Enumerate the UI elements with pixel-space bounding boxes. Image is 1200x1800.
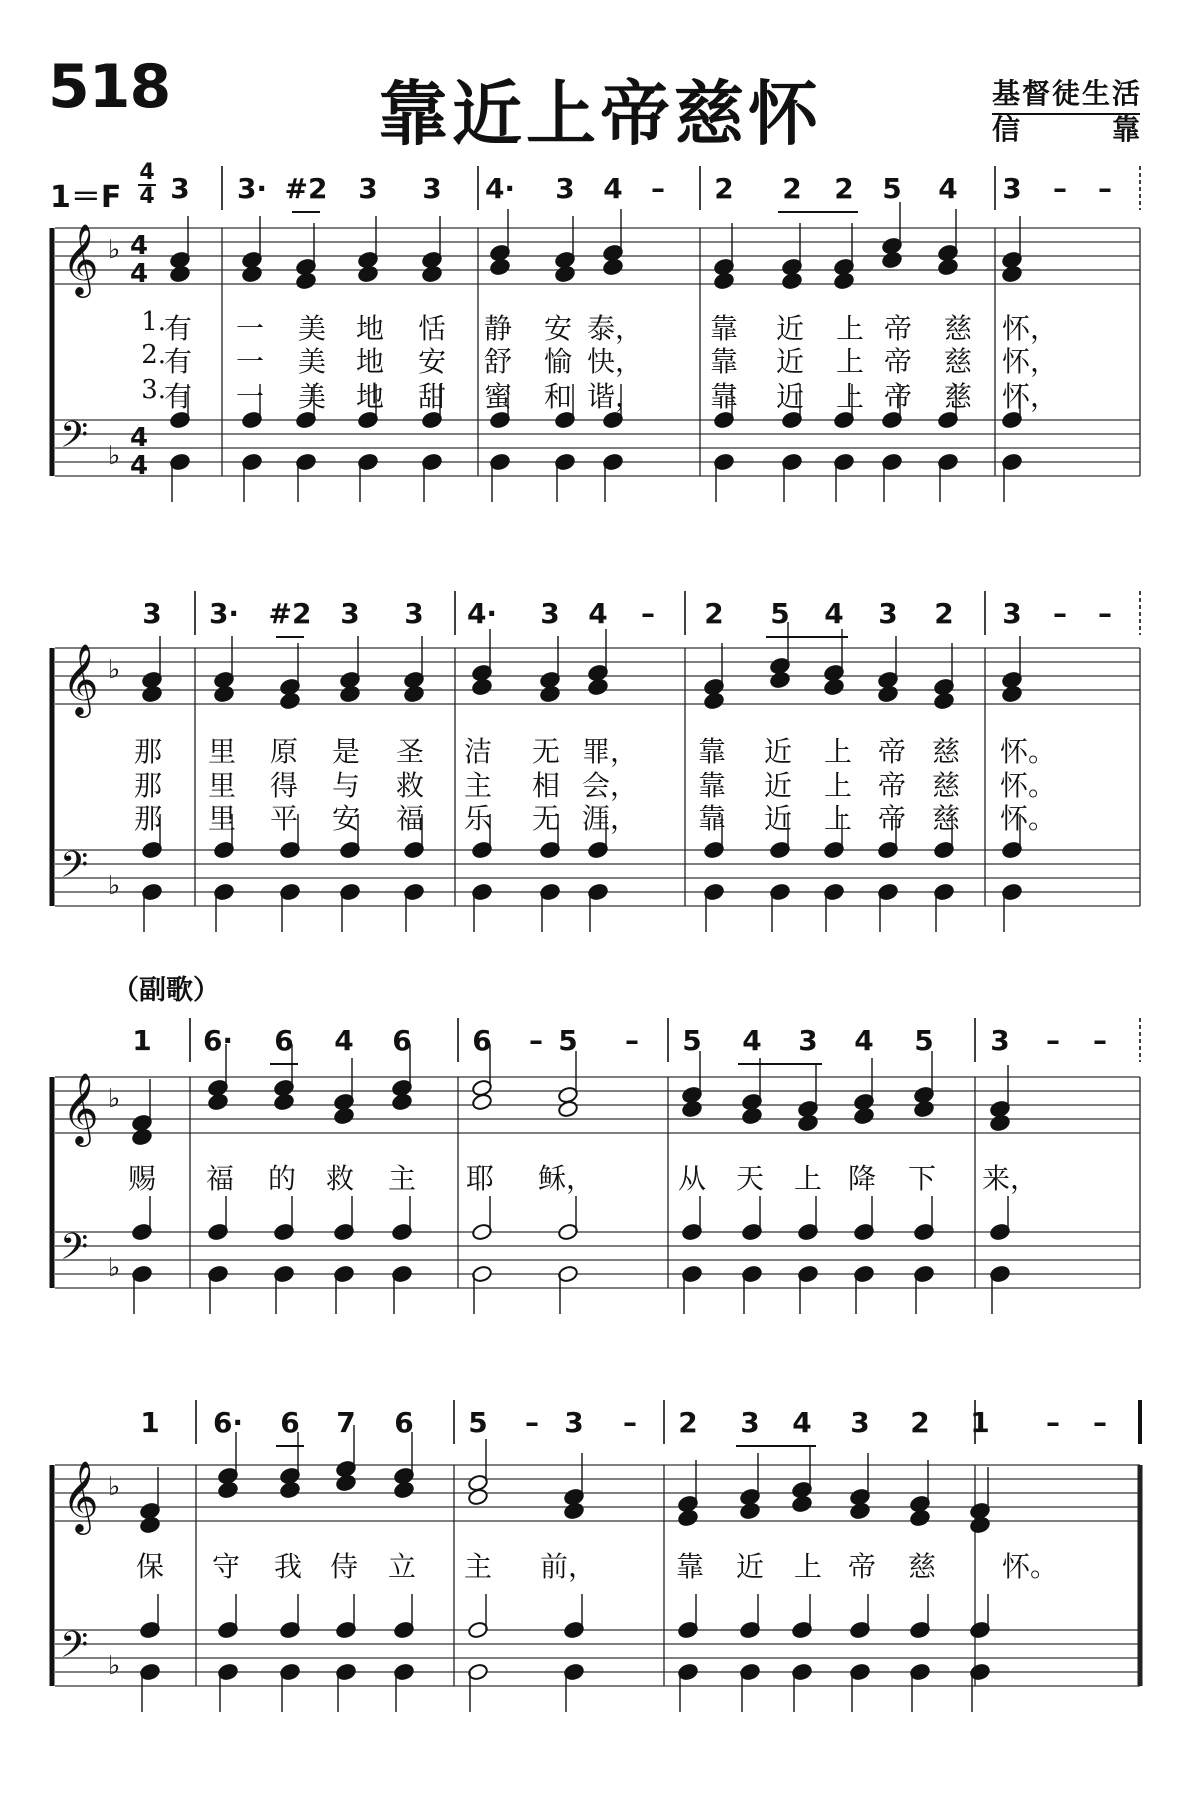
treble-notehead (557, 1100, 578, 1118)
jianpu-note: 6 (472, 1024, 492, 1057)
treble-notehead (539, 685, 560, 703)
treble-notehead (563, 1502, 584, 1520)
treble-notehead (391, 1093, 412, 1111)
treble-notehead (295, 272, 316, 290)
lyric-syllable: 慈 (907, 1550, 937, 1583)
lyric-syllable: 安 (331, 802, 361, 835)
lyric-syllable: 有 (163, 345, 193, 378)
treble-notehead (853, 1107, 874, 1125)
jianpu-note: 3 (1002, 597, 1022, 630)
lyric-syllable: 会， (581, 769, 639, 802)
staff-time-top: 4 (130, 423, 149, 453)
jianpu-note: #2 (284, 172, 328, 205)
lyric-syllable: 慈 (943, 345, 973, 378)
treble-notehead (741, 1107, 762, 1125)
key-signature: 1＝F (50, 180, 122, 215)
lyric-syllable: 下 (907, 1162, 937, 1195)
lyric-syllable: 上 (823, 735, 853, 768)
lyric-syllable: 慈 (931, 802, 961, 835)
jianpu-note: 5 (682, 1024, 702, 1057)
jianpu-note: 1 (970, 1406, 990, 1439)
treble-notehead (933, 692, 954, 710)
treble-notehead (849, 1502, 870, 1520)
jianpu-note: 3 (358, 172, 378, 205)
treble-clef-icon: 𝄞 (62, 222, 99, 295)
lyric-syllable: 靠 (709, 380, 739, 413)
lyric-syllable: 平 (269, 802, 299, 835)
treble-notehead (823, 678, 844, 696)
jianpu-note: 5 (468, 1406, 488, 1439)
treble-notehead (217, 1481, 238, 1499)
bass-clef-icon: 𝄢 (60, 844, 89, 895)
lyric-syllable: 降 (847, 1162, 877, 1195)
lyric-syllable: 慈 (931, 769, 961, 802)
lyric-syllable: 一 (235, 345, 265, 378)
treble-notehead (881, 251, 902, 269)
lyric-syllable: 近 (775, 312, 805, 345)
lyric-syllable: 从 (677, 1162, 707, 1195)
jianpu-note: – (1093, 1406, 1107, 1439)
hymn-title: 靠近上帝慈怀 (378, 73, 822, 155)
treble-notehead (141, 685, 162, 703)
lyric-syllable: 近 (775, 380, 805, 413)
jianpu-note: 2 (678, 1406, 698, 1439)
lyric-syllable: 与 (331, 769, 361, 802)
lyric-syllable: 帝 (877, 735, 907, 768)
refrain-label: （副歌） (112, 975, 220, 1006)
lyric-syllable: 地 (355, 312, 385, 345)
treble-notehead (713, 272, 734, 290)
category-label: 基督徒生活 (992, 72, 1140, 115)
treble-notehead (471, 1093, 492, 1111)
flat-key-icon: ♭ (108, 1253, 121, 1283)
flat-key-icon: ♭ (108, 871, 121, 901)
lyric-syllable: 得 (269, 769, 299, 802)
treble-notehead (339, 685, 360, 703)
lyric-syllable: 怀， (1001, 345, 1059, 378)
staff-time-top: 4 (130, 231, 149, 261)
jianpu-note: 7 (336, 1406, 356, 1439)
lyric-syllable: 罪， (581, 735, 639, 768)
lyric-syllable: 地 (355, 345, 385, 378)
lyric-syllable: 救 (325, 1162, 355, 1195)
lyric-syllable: 靠 (697, 769, 727, 802)
jianpu-note: – (651, 172, 665, 205)
lyric-syllable: 泰， (586, 312, 644, 345)
lyric-syllable: 上 (823, 769, 853, 802)
jianpu-note: 3 (422, 172, 442, 205)
jianpu-note: 4 (824, 597, 844, 630)
jianpu-note: 4 (854, 1024, 874, 1057)
jianpu-note: 6· (212, 1406, 244, 1439)
lyric-syllable: 福 (205, 1162, 235, 1195)
treble-notehead (833, 272, 854, 290)
lyric-syllable: 主 (463, 1550, 493, 1583)
flat-key-icon: ♭ (108, 441, 121, 471)
lyric-syllable: 天 (735, 1162, 765, 1195)
treble-notehead (279, 692, 300, 710)
jianpu-note: – (1053, 597, 1067, 630)
lyric-syllable: 相 (531, 769, 561, 802)
lyric-syllable: 我 (273, 1550, 303, 1583)
treble-notehead (333, 1107, 354, 1125)
treble-notehead (587, 678, 608, 696)
lyric-syllable: 上 (835, 345, 865, 378)
jianpu-note: – (1046, 1406, 1060, 1439)
flat-key-icon: ♭ (108, 235, 121, 265)
lyric-syllable: 怀， (1001, 380, 1059, 413)
jianpu-note: 4 (588, 597, 608, 630)
lyric-syllable: 舒 (483, 345, 513, 378)
lyric-syllable: 救 (395, 769, 425, 802)
lyric-syllable: 那 (133, 802, 163, 835)
lyric-syllable: 主 (463, 769, 493, 802)
lyric-syllable: 耶 (465, 1162, 495, 1195)
flat-key-icon: ♭ (108, 1084, 121, 1114)
treble-notehead (357, 265, 378, 283)
verse-number: 3. (141, 375, 166, 405)
lyric-syllable: 美 (297, 312, 327, 345)
jianpu-note: – (1053, 172, 1067, 205)
jianpu-note: 5 (882, 172, 902, 205)
jianpu-note: 4 (938, 172, 958, 205)
jianpu-note: 5 (558, 1024, 578, 1057)
lyric-syllable: 稣， (537, 1162, 595, 1195)
treble-notehead (791, 1495, 812, 1513)
treble-notehead (909, 1509, 930, 1527)
jianpu-note: – (1098, 597, 1112, 630)
lyric-syllable: 主 (387, 1162, 417, 1195)
jianpu-note: 5 (770, 597, 790, 630)
subcategory-label: 信 靠 (992, 113, 1140, 146)
jianpu-note: 3· (208, 597, 240, 630)
lyric-syllable: 是 (331, 735, 361, 768)
treble-notehead (213, 685, 234, 703)
jianpu-note: 3 (142, 597, 162, 630)
jianpu-note: – (1093, 1024, 1107, 1057)
lyric-syllable: 里 (207, 802, 237, 835)
treble-notehead (969, 1516, 990, 1534)
treble-notehead (554, 265, 575, 283)
treble-clef-icon: 𝄞 (62, 1459, 99, 1532)
lyric-syllable: 近 (775, 345, 805, 378)
treble-notehead (937, 258, 958, 276)
lyric-syllable: 近 (735, 1550, 765, 1583)
lyric-syllable: 甜 (417, 380, 447, 413)
lyric-syllable: 无 (531, 735, 561, 768)
jianpu-note: 4· (466, 597, 498, 630)
treble-notehead (207, 1093, 228, 1111)
lyric-syllable: 有 (163, 380, 193, 413)
lyric-syllable: 一 (235, 312, 265, 345)
lyric-syllable: 无 (531, 802, 561, 835)
treble-clef-icon: 𝄞 (62, 1071, 99, 1144)
jianpu-note: 4 (603, 172, 623, 205)
treble-notehead (403, 685, 424, 703)
lyric-syllable: 谐， (586, 380, 644, 413)
treble-notehead (421, 265, 442, 283)
jianpu-note: #2 (268, 597, 312, 630)
jianpu-note: – (529, 1024, 543, 1057)
jianpu-note: 3 (540, 597, 560, 630)
lyric-syllable: 福 (395, 802, 425, 835)
jianpu-note: 3 (740, 1406, 760, 1439)
lyric-syllable: 静 (483, 312, 513, 345)
jianpu-note: 6 (394, 1406, 414, 1439)
lyric-syllable: 来， (981, 1162, 1039, 1195)
lyric-syllable: 上 (835, 380, 865, 413)
treble-notehead (703, 692, 724, 710)
jianpu-note: 3· (236, 172, 268, 205)
lyric-syllable: 近 (763, 769, 793, 802)
lyric-syllable: 近 (763, 802, 793, 835)
lyric-syllable: 慈 (931, 735, 961, 768)
jianpu-note: – (525, 1406, 539, 1439)
lyric-syllable: 慈 (943, 380, 973, 413)
jianpu-note: – (1046, 1024, 1060, 1057)
lyric-syllable: 靠 (697, 735, 727, 768)
jianpu-note: 4 (792, 1406, 812, 1439)
jianpu-note: – (1098, 172, 1112, 205)
jianpu-note: 3 (340, 597, 360, 630)
jianpu-note: – (641, 597, 655, 630)
lyric-syllable: 怀， (1001, 312, 1059, 345)
jianpu-note: – (623, 1406, 637, 1439)
flat-key-icon: ♭ (108, 1472, 121, 1502)
jianpu-note: 1 (140, 1406, 160, 1439)
lyric-syllable: 帝 (883, 380, 913, 413)
lyric-syllable: 靠 (709, 312, 739, 345)
staff-time-bottom: 4 (130, 451, 149, 481)
jianpu-note: 1 (132, 1024, 152, 1057)
treble-notehead (335, 1474, 356, 1492)
treble-notehead (781, 272, 802, 290)
lyric-syllable: 上 (823, 802, 853, 835)
lyric-syllable: 涯， (581, 802, 639, 835)
time-top: 4 (139, 160, 155, 185)
bass-clef-icon: 𝄢 (60, 414, 89, 465)
lyric-syllable: 怀。 (1001, 1550, 1059, 1583)
jianpu-note: 3 (555, 172, 575, 205)
lyric-syllable: 上 (835, 312, 865, 345)
jianpu-note: 6 (280, 1406, 300, 1439)
jianpu-note: 2 (782, 172, 802, 205)
lyric-syllable: 怀。 (999, 735, 1057, 768)
jianpu-note: 6 (274, 1024, 294, 1057)
lyric-syllable: 赐 (127, 1162, 157, 1195)
treble-notehead (739, 1502, 760, 1520)
lyric-syllable: 恬 (417, 312, 447, 345)
lyric-syllable: 美 (297, 345, 327, 378)
lyric-syllable: 蜜 (483, 380, 513, 413)
bass-clef-icon: 𝄢 (60, 1226, 89, 1277)
lyric-syllable: 里 (207, 735, 237, 768)
lyric-syllable: 美 (297, 380, 327, 413)
jianpu-note: 2 (910, 1406, 930, 1439)
lyric-syllable: 怀。 (999, 802, 1057, 835)
lyric-syllable: 原 (269, 735, 299, 768)
lyric-syllable: 靠 (697, 802, 727, 835)
jianpu-note: 3 (564, 1406, 584, 1439)
lyric-syllable: 怀。 (999, 769, 1057, 802)
verse-number: 1. (141, 307, 166, 337)
jianpu-note: 2 (834, 172, 854, 205)
jianpu-note: 2 (714, 172, 734, 205)
treble-notehead (273, 1093, 294, 1111)
jianpu-note: 4 (742, 1024, 762, 1057)
lyric-syllable: 立 (387, 1550, 417, 1583)
lyric-syllable: 一 (235, 380, 265, 413)
treble-notehead (602, 258, 623, 276)
treble-notehead (279, 1481, 300, 1499)
lyric-syllable: 上 (793, 1162, 823, 1195)
treble-notehead (989, 1114, 1010, 1132)
treble-notehead (1001, 685, 1022, 703)
jianpu-note: 5 (914, 1024, 934, 1057)
treble-notehead (467, 1488, 488, 1506)
lyric-syllable: 里 (207, 769, 237, 802)
verse-number: 2. (141, 340, 166, 370)
time-bottom: 4 (139, 184, 155, 209)
lyric-syllable: 守 (211, 1550, 241, 1583)
lyric-syllable: 靠 (709, 345, 739, 378)
jianpu-note: 3 (798, 1024, 818, 1057)
lyric-syllable: 帝 (883, 312, 913, 345)
lyric-syllable: 有 (163, 312, 193, 345)
treble-notehead (913, 1100, 934, 1118)
lyric-syllable: 保 (135, 1550, 165, 1583)
jianpu-note: 6 (392, 1024, 412, 1057)
treble-notehead (393, 1481, 414, 1499)
treble-notehead (797, 1114, 818, 1132)
lyric-syllable: 和 (543, 380, 573, 413)
lyric-syllable: 乐 (463, 802, 493, 835)
jianpu-note: 3 (850, 1406, 870, 1439)
jianpu-note: 2 (934, 597, 954, 630)
treble-notehead (169, 265, 190, 283)
lyric-syllable: 地 (355, 380, 385, 413)
lyric-syllable: 那 (133, 735, 163, 768)
treble-notehead (139, 1516, 160, 1534)
lyric-syllable: 帝 (877, 769, 907, 802)
lyric-syllable: 帝 (877, 802, 907, 835)
treble-notehead (241, 265, 262, 283)
lyric-syllable: 快， (586, 345, 644, 378)
lyric-syllable: 前， (539, 1550, 597, 1583)
lyric-syllable: 侍 (329, 1550, 359, 1583)
flat-key-icon: ♭ (108, 655, 121, 685)
lyric-syllable: 安 (417, 345, 447, 378)
lyric-syllable: 洁 (463, 735, 493, 768)
lyric-syllable: 愉 (543, 345, 573, 378)
lyric-syllable: 靠 (675, 1550, 705, 1583)
lyric-syllable: 的 (267, 1162, 297, 1195)
treble-notehead (769, 671, 790, 689)
lyric-syllable: 安 (543, 312, 573, 345)
jianpu-note: 3 (404, 597, 424, 630)
lyric-syllable: 近 (763, 735, 793, 768)
lyric-syllable: 圣 (395, 735, 425, 768)
jianpu-note: 3 (1002, 172, 1022, 205)
jianpu-note: 6· (202, 1024, 234, 1057)
lyric-syllable: 那 (133, 769, 163, 802)
jianpu-note: 3 (878, 597, 898, 630)
jianpu-note: – (625, 1024, 639, 1057)
treble-notehead (1001, 265, 1022, 283)
treble-notehead (877, 685, 898, 703)
treble-clef-icon: 𝄞 (62, 642, 99, 715)
staff-time-bottom: 4 (130, 259, 149, 289)
lyric-syllable: 帝 (847, 1550, 877, 1583)
jianpu-note: 4 (334, 1024, 354, 1057)
treble-notehead (677, 1509, 698, 1527)
jianpu-note: 2 (704, 597, 724, 630)
jianpu-note: 3 (170, 172, 190, 205)
lyric-syllable: 上 (793, 1550, 823, 1583)
flat-key-icon: ♭ (108, 1651, 121, 1681)
treble-notehead (681, 1100, 702, 1118)
hymn-number: 518 (48, 52, 171, 122)
jianpu-note: 3 (990, 1024, 1010, 1057)
bass-clef-icon: 𝄢 (60, 1624, 89, 1675)
treble-notehead (131, 1128, 152, 1146)
lyric-syllable: 慈 (943, 312, 973, 345)
treble-notehead (489, 258, 510, 276)
lyric-syllable: 帝 (883, 345, 913, 378)
treble-notehead (471, 678, 492, 696)
jianpu-note: 4· (484, 172, 516, 205)
